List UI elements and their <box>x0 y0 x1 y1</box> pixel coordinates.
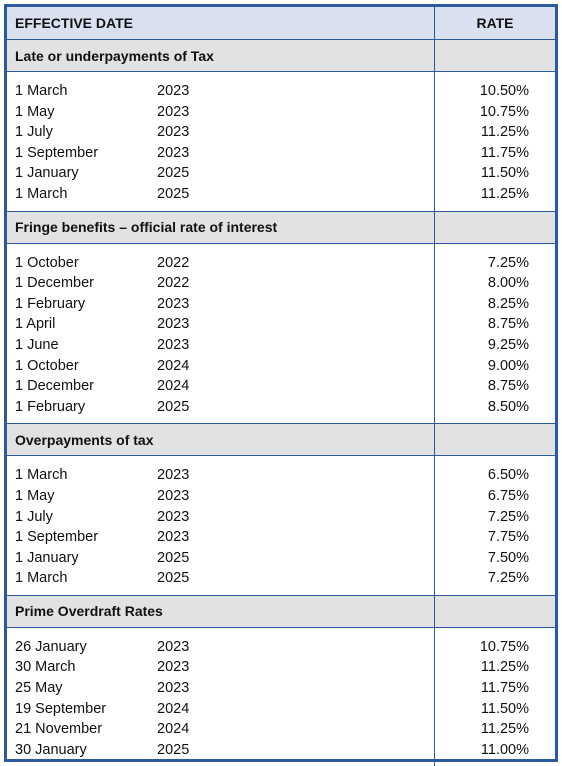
table-row <box>15 314 434 335</box>
effective-date: 26 January <box>15 638 87 655</box>
rate-value: 11.25% <box>480 124 529 141</box>
table-row <box>15 397 434 418</box>
rate-value: 8.75% <box>487 378 529 395</box>
rate-value: 6.75% <box>487 487 529 504</box>
date-column <box>7 456 435 595</box>
table-row <box>15 740 434 761</box>
effective-year: 2023 <box>157 295 190 312</box>
rate-value: 7.25% <box>487 254 529 271</box>
table-row <box>15 699 434 720</box>
table-row <box>15 163 434 184</box>
effective-year: 2023 <box>157 638 190 655</box>
section-title: Prime Overdraft Rates <box>7 596 435 627</box>
effective-year: 2025 <box>157 549 190 566</box>
effective-year: 2024 <box>157 357 190 374</box>
column-header-rate: RATE <box>476 15 514 31</box>
effective-year: 2023 <box>157 144 190 161</box>
effective-year: 2023 <box>157 336 190 353</box>
table-row <box>15 486 434 507</box>
rate-value: 10.75% <box>479 638 529 655</box>
table-row <box>15 678 434 699</box>
table-row <box>15 527 434 548</box>
rate-value: 8.75% <box>487 316 529 333</box>
table-row <box>15 719 434 740</box>
date-column <box>7 628 435 766</box>
effective-date: 1 September <box>15 144 99 161</box>
section-rows <box>7 628 555 766</box>
effective-date: 1 February <box>15 295 86 312</box>
effective-year: 2024 <box>157 378 190 395</box>
table-row <box>15 548 434 569</box>
section-rate-cell <box>435 596 555 627</box>
section-rows <box>7 456 555 596</box>
effective-year: 2023 <box>157 680 190 697</box>
effective-year: 2023 <box>157 316 190 333</box>
effective-year: 2024 <box>157 700 190 717</box>
table-row <box>15 122 434 143</box>
table-row <box>15 81 434 102</box>
section-header <box>7 596 555 628</box>
rate-value: 6.50% <box>487 467 529 484</box>
effective-date: 1 July <box>15 124 53 141</box>
effective-year: 2023 <box>157 487 190 504</box>
rate-column <box>435 456 555 595</box>
effective-year: 2025 <box>157 741 190 758</box>
effective-date: 1 October <box>15 254 79 271</box>
table-row <box>15 273 434 294</box>
effective-date: 1 January <box>15 165 79 182</box>
table-row <box>15 294 434 315</box>
rate-value: 9.25% <box>487 336 529 353</box>
table-row <box>15 507 434 528</box>
effective-year: 2025 <box>157 185 190 202</box>
effective-date: 1 December <box>15 378 94 395</box>
section-rate-cell <box>435 424 555 455</box>
effective-year: 2025 <box>157 398 190 415</box>
effective-year: 2023 <box>157 529 190 546</box>
section-rows <box>7 72 555 212</box>
rate-value: 11.25% <box>480 659 529 676</box>
effective-year: 2023 <box>157 124 190 141</box>
table-row <box>15 568 434 589</box>
effective-year: 2023 <box>157 103 190 120</box>
section-rate-cell <box>435 212 555 243</box>
effective-year: 2023 <box>157 659 190 676</box>
effective-year: 2025 <box>157 570 190 587</box>
section-title: Fringe benefits – official rate of interest <box>7 212 435 243</box>
table-row <box>15 356 434 377</box>
effective-date: 1 April <box>15 316 56 333</box>
rate-column <box>435 72 555 211</box>
table-body <box>7 40 555 766</box>
table-row <box>15 102 434 123</box>
section-header <box>7 424 555 456</box>
section-header <box>7 212 555 244</box>
date-column <box>7 72 435 211</box>
effective-date: 21 November <box>15 721 103 738</box>
effective-date: 1 May <box>15 103 55 120</box>
effective-date: 1 March <box>15 570 68 587</box>
rate-value: 11.50% <box>480 165 529 182</box>
rate-value: 11.00% <box>480 741 529 758</box>
rate-column <box>435 628 555 766</box>
rate-value: 11.25% <box>480 185 529 202</box>
section-rate-cell <box>435 40 555 71</box>
table-row <box>15 335 434 356</box>
rate-value: 8.50% <box>487 398 529 415</box>
rate-value: 10.50% <box>479 83 529 99</box>
rate-value: 7.25% <box>487 508 529 525</box>
effective-date: 30 January <box>15 741 87 758</box>
effective-date: 1 March <box>15 83 68 99</box>
effective-date: 1 June <box>15 336 59 353</box>
rate-value: 11.75% <box>480 144 529 161</box>
table-row <box>15 637 434 658</box>
table-row <box>15 184 434 205</box>
effective-date: 1 September <box>15 529 99 546</box>
rate-value: 7.50% <box>487 549 529 566</box>
section-title: Overpayments of tax <box>7 424 435 455</box>
table-row <box>15 657 434 678</box>
effective-date: 25 May <box>15 680 63 697</box>
table-row <box>15 465 434 486</box>
effective-date: 1 March <box>15 467 68 484</box>
effective-year: 2022 <box>157 254 190 271</box>
effective-date: 1 March <box>15 185 68 202</box>
effective-date: 1 October <box>15 357 79 374</box>
date-column <box>7 244 435 424</box>
effective-year: 2023 <box>157 467 190 484</box>
column-header-effective-date: EFFECTIVE DATE <box>7 7 435 39</box>
effective-date: 19 September <box>15 700 107 717</box>
effective-date: 1 January <box>15 549 79 566</box>
table-row <box>15 376 434 397</box>
effective-date: 1 February <box>15 398 86 415</box>
rate-value: 11.50% <box>480 700 529 717</box>
rate-value: 8.25% <box>487 295 529 312</box>
section-rows <box>7 244 555 425</box>
table-row <box>15 253 434 274</box>
rates-table <box>4 4 558 762</box>
effective-date: 30 March <box>15 659 76 676</box>
effective-year: 2022 <box>157 275 190 292</box>
effective-year: 2023 <box>157 83 190 99</box>
rate-value: 8.00% <box>487 275 529 292</box>
rate-value: 10.75% <box>479 103 529 120</box>
rate-value: 9.00% <box>487 357 529 374</box>
effective-year: 2025 <box>157 165 190 182</box>
effective-year: 2024 <box>157 721 190 738</box>
table-row <box>15 143 434 164</box>
rate-column <box>435 244 555 424</box>
rate-value: 7.75% <box>487 529 529 546</box>
rate-value: 11.25% <box>480 721 529 738</box>
rate-value: 7.25% <box>487 570 529 587</box>
section-header <box>7 40 555 72</box>
effective-year: 2023 <box>157 508 190 525</box>
effective-date: 1 December <box>15 275 94 292</box>
section-title: Late or underpayments of Tax <box>7 40 435 71</box>
effective-date: 1 May <box>15 487 55 504</box>
rate-value: 11.75% <box>480 680 529 697</box>
table-header <box>7 7 555 40</box>
effective-date: 1 July <box>15 508 53 525</box>
